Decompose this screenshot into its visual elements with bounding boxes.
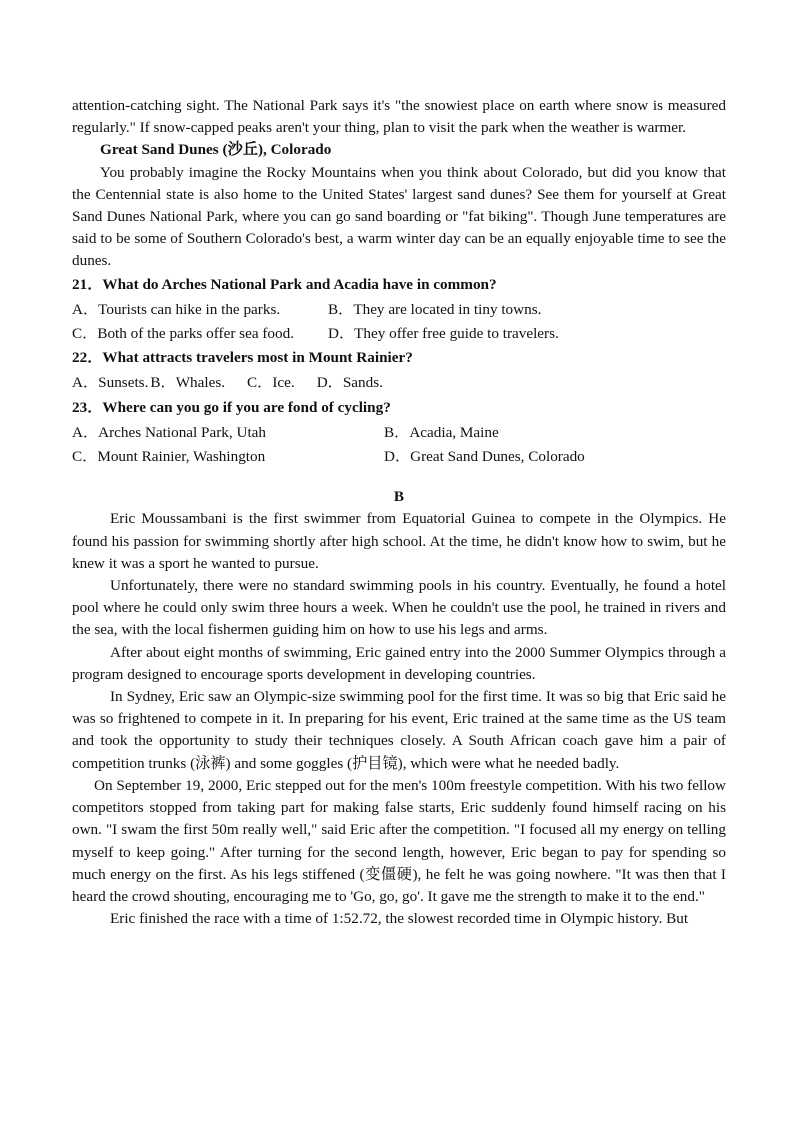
option-b: B．They are located in tiny towns. [328,300,542,318]
question-stem: 21．What do Arches National Park and Acadia have in common? [72,275,497,293]
passage-b-paragraph-1: Eric Moussambani is the first swimmer from Equatorial Guinea to compete in the Olympics. He found his passion for swimming shortly after high school. At the time, he didn't know how to swim, but he knew it was a sport he wanted to pursue. [72,510,726,572]
option-d: D．Great Sand Dunes, Colorado [384,448,585,466]
option-c: C．Mount Rainier, Washington [72,448,266,466]
options-row [72,372,726,394]
document-page [72,95,726,930]
question-22 [72,347,726,394]
option-c: C．Ice. [247,374,295,392]
option-c: C．Both of the parks offer sea food. [72,325,294,343]
option-d: D．They offer free guide to travelers. [328,325,559,343]
option-a: A．Arches National Park, Utah [72,423,267,441]
question-21 [72,274,726,346]
passage-a-paragraph-1: attention-catching sight. The National Park says it's "the snowiest place on earth where snow is measured regularly." If snow-capped peaks aren't your thing, plan to visit the park when the weather is warmer. [72,97,726,137]
question-stem: 22．What attracts travelers most in Mount Rainier? [72,349,413,367]
options-row [72,446,726,468]
options-row [72,422,726,444]
passage-b-paragraph-4: In Sydney, Eric saw an Olympic-size swimming pool for the first time. It was so big that Eric said he was so frightened to compete in it. In preparing for his event, Eric trained at the same time as the US team and took the opportunity to study their techniques closely. A South African coach gave him a pair of competition trunks (泳裤) and some goggles (护目镜), which were what he needed badly. [72,688,726,772]
passage-b-paragraph-6: Eric finished the race with a time of 1:52.72, the slowest recorded time in Olympic history. But [110,910,689,928]
passage-a-paragraph-2: You probably imagine the Rocky Mountains when you think about Colorado, but did you know that the Centennial state is also home to the United States' largest sand dunes? See them for yourself at Great Sand Dunes National Park, where you can go sand boarding or "fat biking". Though June temperatures are said to be some of Southern Colorado's best, a warm winter day can be an equally enjoyable time to see the dunes. [72,163,726,270]
passage-b-paragraph-5: On September 19, 2000, Eric stepped out for the men's 100m freestyle competition. With his two fellow competitors stopped from taking part for making false starts, Eric suddenly found himself racing on his own. "I swam the first 50m really well," said Eric after the competition. "I focused all my energy on telling myself to keep going." After turning for the second length, however, Eric began to pay for spending so much energy on the first. As his legs stiffened (变僵硬), he felt he was going nowhere. "It was then that I heard the crowd shouting, encouraging me to 'Go, go, go'. It gave me the strength to make it to the end." [72,776,726,905]
option-b: B．Whales. [150,374,226,392]
passage-b-paragraph-2: Unfortunately, there were no standard swimming pools in his country. Eventually, he found a hotel pool where he could only swim three hours a week. When he couldn't use the pool, he trained in rivers and the sea, with the local fishermen guiding him on how to use his legs and arms. [72,577,726,639]
section-label: B [393,488,405,506]
options-row [72,299,726,321]
option-a: A．Tourists can hike in the parks. [72,300,281,318]
passage-a-heading: Great Sand Dunes (沙丘), Colorado [100,141,332,159]
option-b: B．Acadia, Maine [384,423,499,441]
options-row [72,323,726,345]
option-d: D．Sands. [316,374,383,392]
option-a: A．Sunsets. [72,374,149,392]
passage-b-paragraph-3: After about eight months of swimming, Eric gained entry into the 2000 Summer Olympics through a program designed to encourage sports development in developing countries. [72,643,726,683]
question-23 [72,397,726,469]
question-stem: 23．Where can you go if you are fond of cycling? [72,398,391,416]
